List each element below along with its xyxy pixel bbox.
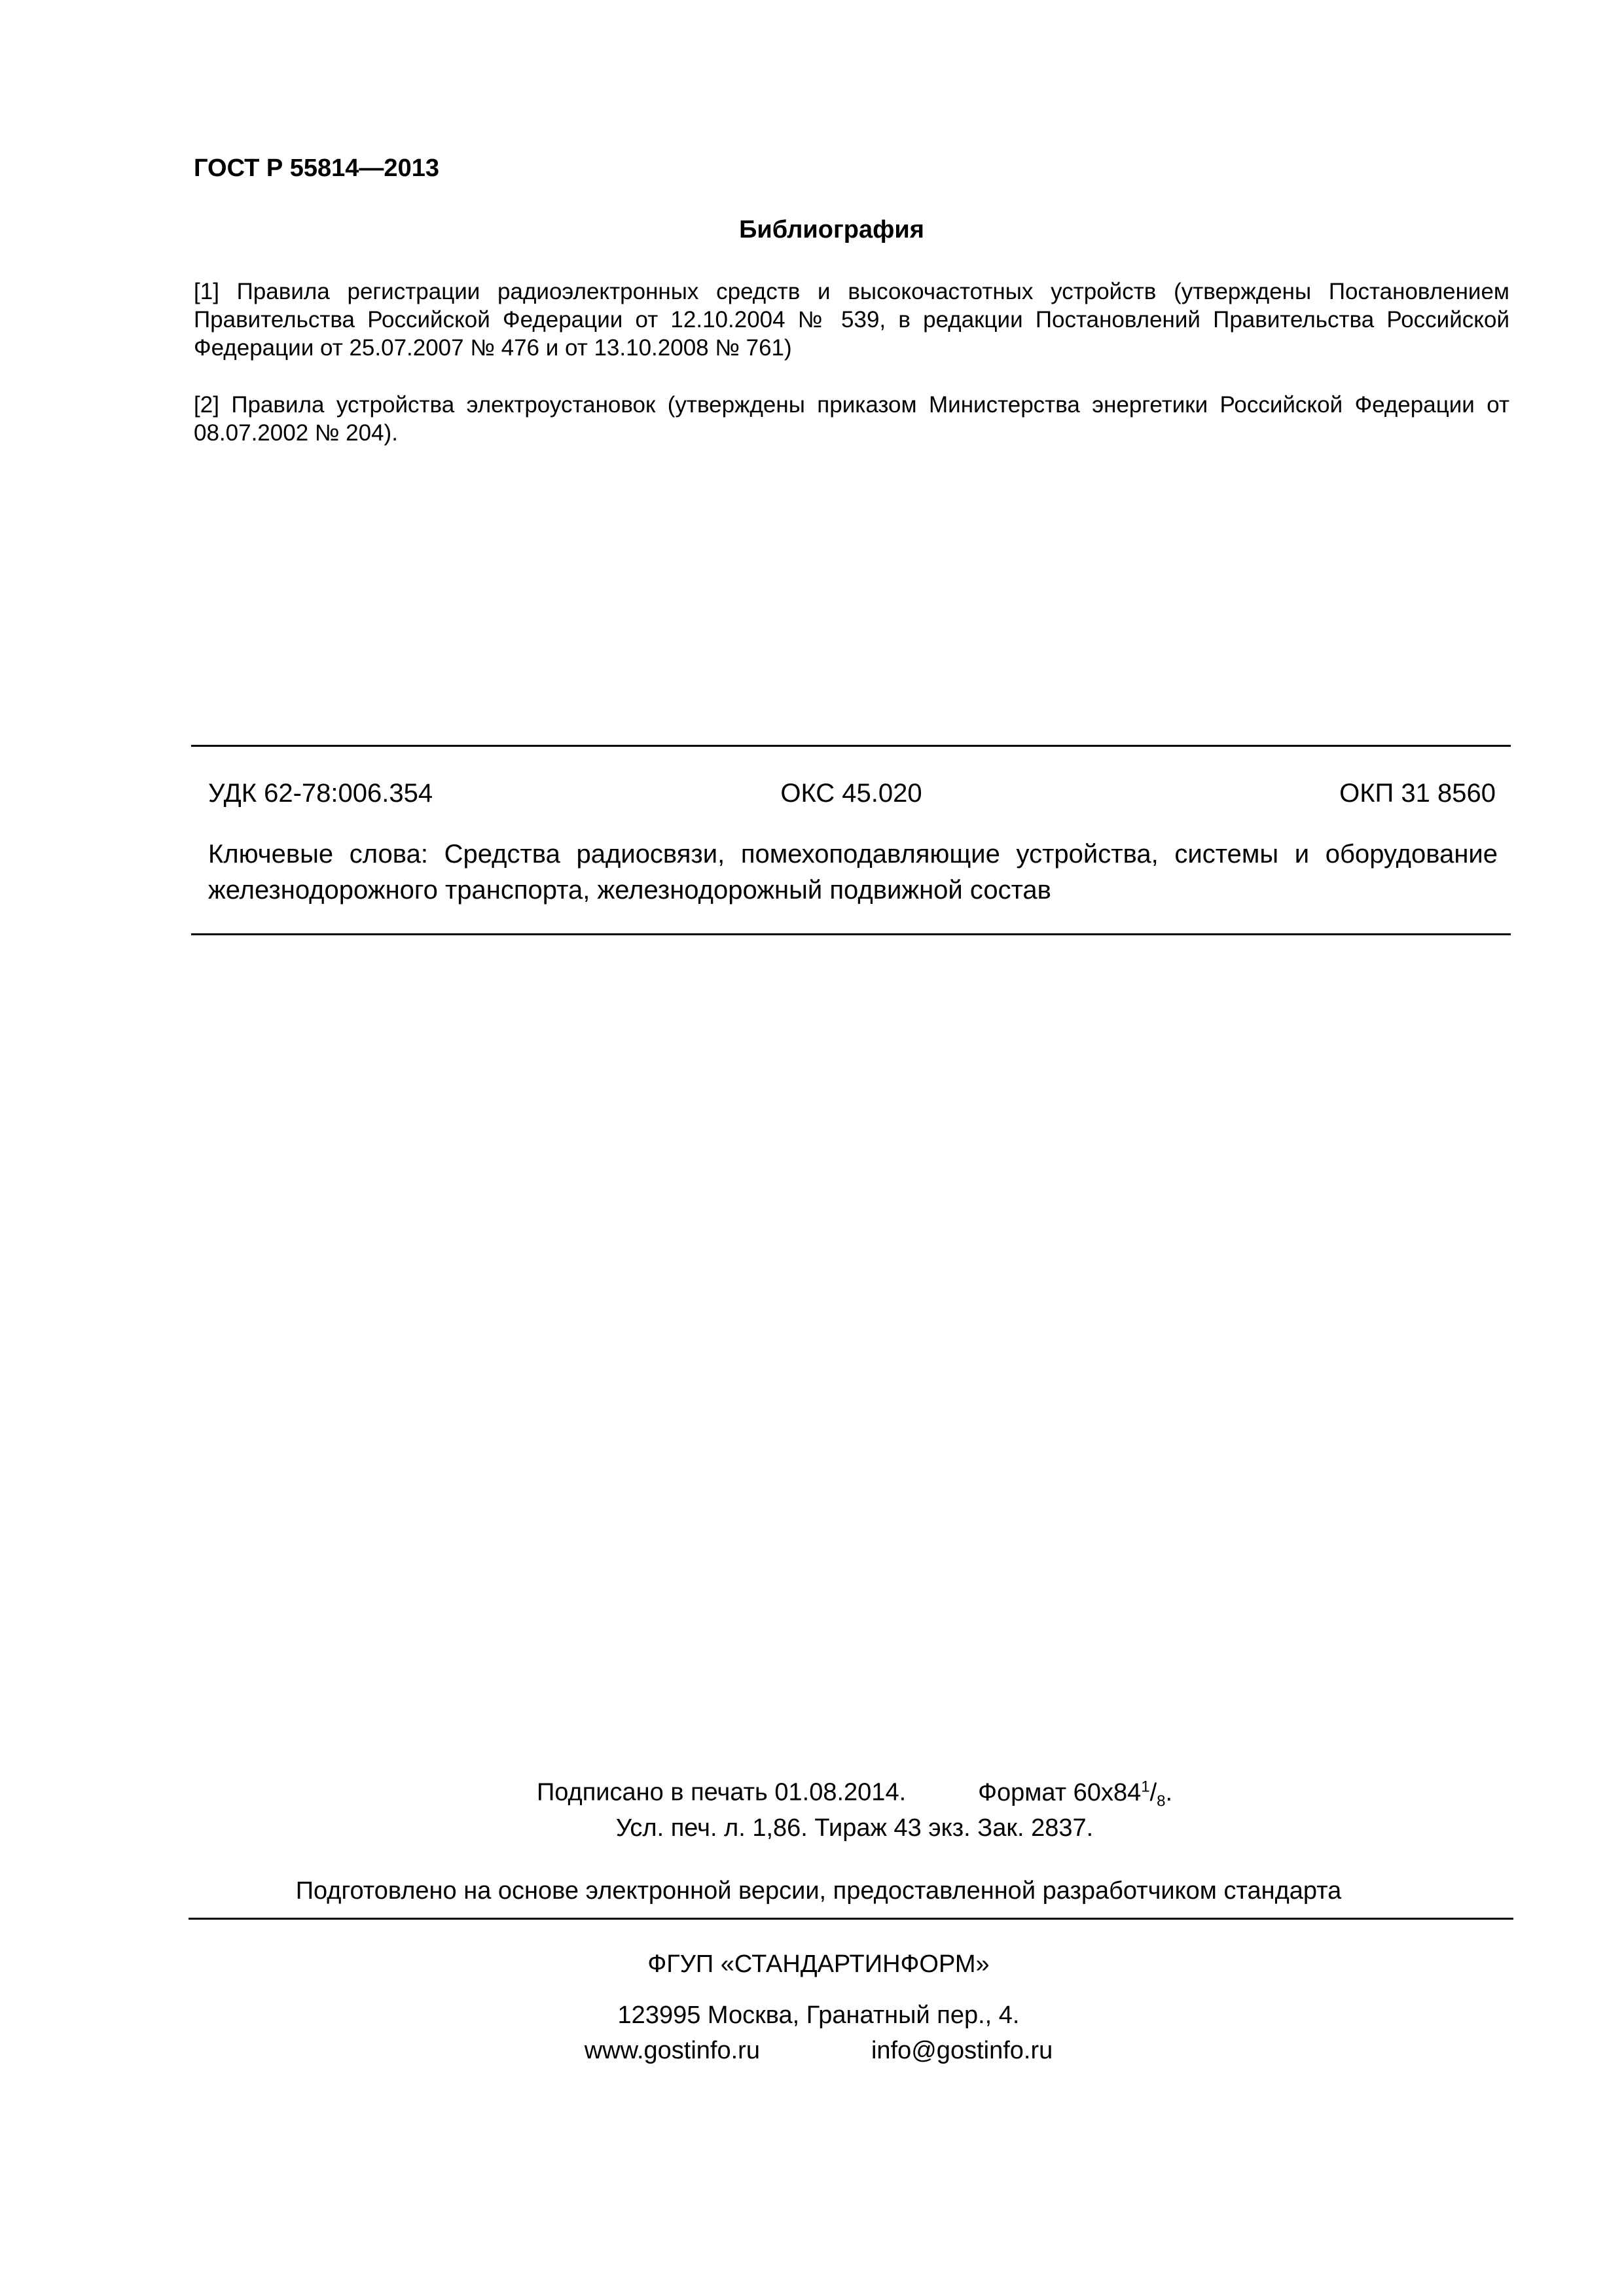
divider bbox=[191, 933, 1511, 935]
divider bbox=[191, 745, 1511, 747]
print-signed-line bbox=[0, 1778, 1624, 1810]
paper-format: Формат $60x84^1/_8$. bbox=[978, 1778, 1173, 1810]
bibliography-ref: [2] Правила устройства электроустановок (утверждены приказом Министерства энергетики Российской Федерации от 08.07.2002 № 204). bbox=[194, 392, 1509, 446]
publisher-name: ФГУП «СТАНДАРТИНФОРМ» bbox=[647, 1950, 990, 1978]
email-link[interactable]: info@gostinfo.ru bbox=[871, 2037, 1053, 2064]
publisher-address: 123995 Москва, Гранатный пер., 4. bbox=[617, 2001, 1020, 2029]
print-conditions: Усл. печ. л. 1,86. Тираж 43 экз. Зак. 2837. bbox=[615, 1814, 1094, 1842]
publisher-contacts bbox=[0, 2037, 1624, 2065]
format-numerator: 1 bbox=[1141, 1778, 1150, 1795]
document-header: ГОСТ Р 55814—2013 bbox=[194, 154, 439, 182]
format-denominator: 8 bbox=[1157, 1792, 1166, 1810]
okp-code: ОКП 31 8560 bbox=[1339, 779, 1496, 808]
format-end: . bbox=[1165, 1778, 1173, 1806]
bibliography-title: Библиография bbox=[739, 216, 924, 243]
divider bbox=[189, 1918, 1513, 1920]
signed-date: Подписано в печать 01.08.2014. bbox=[536, 1778, 907, 1806]
keywords: Ключевые слова: Средства радиосвязи, помехоподавляющие устройства, системы и оборудование железнодорожного транспорта, железнодорожный подвижной состав bbox=[208, 840, 1498, 905]
bibliography-ref: [1] Правила регистрации радиоэлектронных средств и высокочастотных устройств (утверждены Постановлением Правительства Российской Федерации от 12.10.2004 № 539, в редакции Постановлений Правительства Российской Федерации от 25.07.2007 № 476 и от 13.10.2008 № 761) bbox=[194, 279, 1509, 361]
format-label: Формат 60x84 bbox=[978, 1778, 1142, 1806]
prepared-note: Подготовлено на основе электронной версии, предоставленной разработчиком стандарта bbox=[295, 1877, 1342, 1905]
udk-code: УДК 62-78:006.354 bbox=[208, 779, 433, 808]
website-link[interactable]: www.gostinfo.ru bbox=[584, 2037, 760, 2064]
oks-code: ОКС 45.020 bbox=[780, 779, 922, 808]
